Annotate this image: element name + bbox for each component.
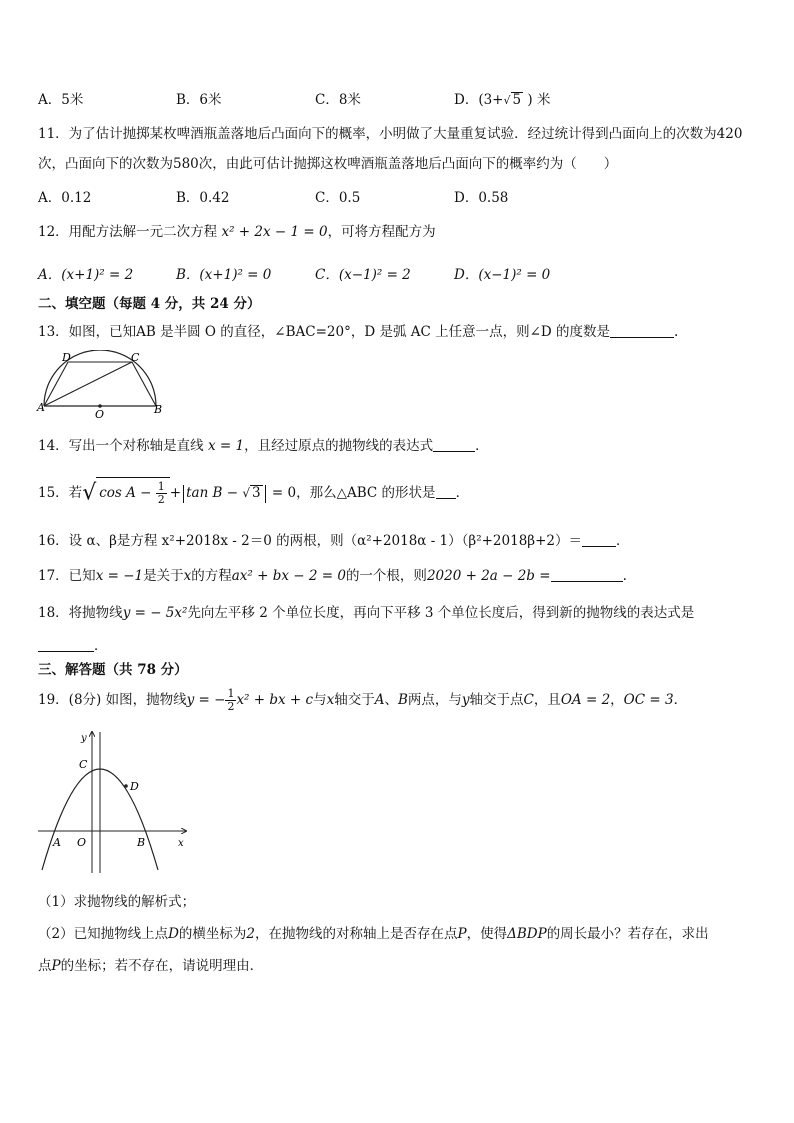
q17-var: x xyxy=(183,568,192,584)
answer-blank xyxy=(38,637,94,652)
q16-end: ． xyxy=(616,533,630,549)
q10-option-c: C．8米 xyxy=(315,92,361,108)
q18-answer-line xyxy=(38,636,108,656)
q19-c: C xyxy=(523,692,534,708)
q10-option-d xyxy=(454,88,550,108)
label-x: x xyxy=(178,838,184,849)
q19-mid4: 轴交于点 xyxy=(469,692,524,708)
label-a: A xyxy=(53,836,61,849)
q19-part2-two: 2 xyxy=(246,926,256,942)
fraction-numerator: 1 xyxy=(157,480,165,493)
q17-stem xyxy=(38,566,627,586)
segment-cb xyxy=(132,362,156,406)
q14-stem xyxy=(38,436,489,456)
sqrt-sign: √ xyxy=(242,486,251,500)
label-d: D xyxy=(62,351,71,364)
q19-oa: OA = 2 xyxy=(560,692,611,708)
q19-mid1: 与 xyxy=(313,692,327,708)
q19-part2-text-c: ，在抛物线的对称轴上是否存在点 xyxy=(255,926,458,942)
q15-plus: + xyxy=(169,485,182,501)
q11-line1: 11．为了估计抛掷某枚啤酒瓶盖落地后凸面向下的概率，小明做了大量重复试验．经过统计得到凸面向上的次数为420 xyxy=(38,126,743,142)
q15-end: ． xyxy=(455,485,470,501)
q19-part2-d: D xyxy=(168,926,179,942)
answer-blank xyxy=(582,532,616,547)
q16-stem xyxy=(38,531,630,551)
q11-option-b: B．0.42 xyxy=(176,190,230,206)
q11-option-d: D．0.58 xyxy=(454,190,509,206)
q12-equation: x² + 2x − 1 = 0 xyxy=(221,224,328,240)
q19-mid3: 两点，与 xyxy=(407,692,462,708)
q17-mid2: 的方程 xyxy=(191,568,232,584)
q19-part2-text-e: 的周长最小？若存在，求出 xyxy=(546,926,709,942)
fraction-denominator: 2 xyxy=(227,700,235,713)
q17-eq1: x = −1 xyxy=(95,568,144,584)
q19-xvar: x xyxy=(326,692,335,708)
q19-yvar: y xyxy=(461,692,470,708)
q19-a: A xyxy=(374,692,385,708)
q18-end: ． xyxy=(94,638,108,654)
q12-option-c: C．(x−1)² = 2 xyxy=(315,267,411,283)
q19-b: B xyxy=(397,692,408,708)
q19-mid5: ，且 xyxy=(533,692,561,708)
q10-option-a: A．5米 xyxy=(38,92,84,108)
q19-end: ． xyxy=(673,692,688,708)
q10-option-b: B．6米 xyxy=(176,92,222,108)
label-o: O xyxy=(77,836,87,849)
label-d: D xyxy=(130,780,139,793)
q19-prefix: 19．(8分) 如图，抛物线 xyxy=(38,692,187,708)
q18-stem xyxy=(38,603,694,623)
q11-line2: 次，凸面向下的次数为580次，由此可估计抛掷这枚啤酒瓶盖落地后凸面向下的概率约为（ ） xyxy=(38,156,618,172)
fraction-denominator: 2 xyxy=(157,493,165,506)
q19-eq-end: x² + bx + c xyxy=(236,692,314,708)
q17-eq2: ax² + bx − 2 = 0 xyxy=(231,568,346,584)
q17-mid1: 是关于 xyxy=(143,568,184,584)
q15-fraction xyxy=(156,481,167,506)
radical-sign: √ xyxy=(82,480,97,506)
q19-part2-text-a: （2）已知抛物线上点 xyxy=(38,926,169,942)
label-o: O xyxy=(95,408,105,420)
q13-text: 13．如图，已知AB 是半圆 O 的直径，∠BAC=20°，D 是弧 AC 上任意一点，则∠D 的度数是 xyxy=(38,324,611,340)
q15-prefix: 15．若 xyxy=(38,485,83,501)
q12-prefix: 12．用配方法解一元二次方程 xyxy=(38,224,222,240)
segment-ac xyxy=(44,362,132,406)
point-d xyxy=(124,784,128,788)
q15-suffix: ，那么△ABC 的形状是 xyxy=(296,485,436,501)
label-a: A xyxy=(37,401,45,414)
q17-eq3: 2020 + 2a − 2b = xyxy=(426,568,551,584)
q19-stem xyxy=(38,683,687,717)
q13-end: . xyxy=(674,324,679,340)
q12-suffix: ，可将方程配方为 xyxy=(327,224,436,240)
q19-part2-p2: P xyxy=(51,958,61,974)
q19-part2-text-f: 点 xyxy=(38,958,52,974)
q13-stem xyxy=(38,322,678,342)
q18-eq: y = − 5x² xyxy=(122,605,188,621)
q14-suffix: ，且经过原点的抛物线的表达式 xyxy=(244,438,434,454)
q17-end: . xyxy=(622,568,627,584)
q12-stem xyxy=(38,222,436,242)
q15-tan: tan B − xyxy=(186,485,239,501)
q19-part2-line1 xyxy=(38,924,709,944)
sqrt-sign: √ xyxy=(503,94,511,107)
q19-part2-text-b: 的横坐标为 xyxy=(178,926,247,942)
q19-part2-line2 xyxy=(38,956,263,976)
answer-blank xyxy=(610,323,674,338)
label-b: B xyxy=(154,403,163,416)
abs-bar-left xyxy=(183,485,184,503)
q19-fraction xyxy=(225,688,236,713)
q18-suffix: 先向左平移 2 个单位长度，再向下平移 3 个单位长度后，得到新的抛物线的表达式是 xyxy=(187,605,695,621)
q10-option-d-prefix: D．(3+ xyxy=(454,92,504,108)
q14-end: ． xyxy=(475,438,489,454)
label-b: B xyxy=(137,836,146,849)
q15-radicand xyxy=(96,477,170,506)
q15-eq-zero: = 0 xyxy=(271,485,297,501)
fraction-numerator: 1 xyxy=(227,687,235,700)
q19-part1: （1）求抛物线的解析式； xyxy=(38,894,196,910)
q16-text: 16．设 α、β是方程 x²+2018x - 2＝0 的两根，则（α²+2018α - 1）（β²+2018β+2）＝ xyxy=(38,533,582,549)
answer-blank xyxy=(551,567,623,582)
abs-bar-right xyxy=(265,485,266,503)
q10-options xyxy=(38,88,794,108)
q10-option-d-sqrt: 5 xyxy=(512,92,522,108)
q12-options xyxy=(38,263,794,283)
q19-oc: OC = 3 xyxy=(623,692,674,708)
q19-part2-p: P xyxy=(457,926,467,942)
q10-option-d-suffix: ) 米 xyxy=(523,92,551,108)
q19-mid2: 轴交于 xyxy=(334,692,375,708)
q12-option-d: D．(x−1)² = 0 xyxy=(454,267,551,283)
label-c: C xyxy=(79,758,88,771)
answer-blank xyxy=(433,437,475,452)
q15-tan-sqrt: 3 xyxy=(252,485,261,501)
q19-comma: ， xyxy=(610,692,624,708)
q12-option-a: A．(x+1)² = 2 xyxy=(38,267,134,283)
q15-stem xyxy=(38,476,469,510)
section-3-heading: 三、解答题（共 78 分） xyxy=(38,662,188,678)
q19-part2-triangle: ΔBDP xyxy=(507,926,547,942)
q14-eq: x = 1 xyxy=(207,438,245,454)
label-c: C xyxy=(131,351,140,364)
q11-option-c: C．0.5 xyxy=(315,190,361,206)
q11-option-a: A．0.12 xyxy=(38,190,92,206)
q18-prefix: 18．将抛物线 xyxy=(38,605,123,621)
q11-options xyxy=(38,186,794,206)
q17-mid3: 的一个根，则 xyxy=(345,568,427,584)
answer-blank xyxy=(436,484,456,499)
q19-parabola-graph xyxy=(36,728,192,878)
q17-prefix: 17．已知 xyxy=(38,568,96,584)
section-2-heading: 二、填空题（每题 4 分，共 24 分） xyxy=(38,296,261,312)
q14-prefix: 14．写出一个对称轴是直线 xyxy=(38,438,208,454)
label-y: y xyxy=(81,733,87,744)
q19-sep: 、 xyxy=(384,692,398,708)
q12-option-b: B．(x+1)² = 0 xyxy=(176,267,272,283)
q13-semicircle-diagram xyxy=(36,350,168,420)
q19-part2-text-g: 的坐标；若不存在，请说明理由． xyxy=(60,958,264,974)
q19-part2-text-d: ，使得 xyxy=(466,926,508,942)
q19-eq-start: y = − xyxy=(186,692,226,708)
q15-cos: cos A − xyxy=(99,485,152,501)
